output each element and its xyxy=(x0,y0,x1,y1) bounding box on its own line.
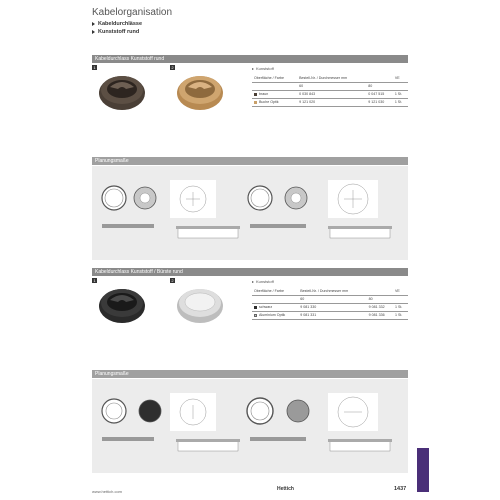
arrow-right-icon xyxy=(252,68,254,70)
section-bar-kunststoff-rund: Kabeldurchlass Kunststoff rund xyxy=(92,55,408,63)
color-swatch xyxy=(254,306,257,309)
planning-drawings-1 xyxy=(92,166,408,260)
section-bar-kunststoff-buerste: Kabeldurchlass Kunststoff / Bürste rund xyxy=(92,268,408,276)
material-note: Kunststoff xyxy=(252,279,274,284)
footer-url[interactable]: www.hettich.com xyxy=(92,489,123,494)
color-swatch xyxy=(254,101,257,104)
color-swatch xyxy=(254,314,257,317)
product-number: 2 xyxy=(171,278,174,283)
product-number: 1 xyxy=(93,65,96,70)
breadcrumb-1[interactable]: Kabeldurchlässe xyxy=(92,21,142,27)
brand-logo: Hettich xyxy=(277,486,294,492)
table-row: schwarz 9 081 330 9 081 332 1 St. xyxy=(252,303,408,311)
arrow-right-icon xyxy=(92,30,95,34)
product-number: 2 xyxy=(171,65,174,70)
section-bar-planungsmasse-1: Planungsmaße xyxy=(92,157,408,165)
breadcrumb-2[interactable]: Kunststoff rund xyxy=(92,29,139,35)
color-swatch xyxy=(254,93,257,96)
arrow-right-icon xyxy=(252,281,254,283)
section-bar-planungsmasse-2: Planungsmaße xyxy=(92,370,408,378)
planning-drawing-svg xyxy=(92,379,408,473)
grommet-beech-illustration xyxy=(170,65,244,115)
spec-table-1: Oberfläche / Farbe Bestell-Nr. / Durchmesser mm VE 60 80 braun 0 030 843 0 047 515 1 St. Buche Optik 9 121 020 9 121 030 1 St. xyxy=(252,74,408,107)
table-row: Aluminium Optik 9 081 331 9 081 336 1 St. xyxy=(252,311,408,319)
product-image-schwarz xyxy=(92,278,166,328)
table-row: braun 0 030 843 0 047 515 1 St. xyxy=(252,90,408,98)
grommet-brown-illustration xyxy=(92,65,166,115)
spec-table-2: Oberfläche / Farbe Bestell-Nr. / Durchmesser mm VE 60 80 schwarz 9 081 330 9 081 332 1 St. Aluminium Optik 9 081 331 9 081 336 1 St. xyxy=(252,287,408,320)
product-number: 1 xyxy=(93,278,96,283)
material-note: Kunststoff xyxy=(252,66,274,71)
table-row: Buche Optik 9 121 020 9 121 030 1 St. xyxy=(252,98,408,106)
grommet-black-illustration xyxy=(92,278,166,328)
product-image-aluminium xyxy=(170,278,244,328)
product-image-braun xyxy=(92,65,166,115)
page-title: Kabelorganisation xyxy=(92,7,173,18)
planning-drawings-2 xyxy=(92,379,408,473)
product-image-buche xyxy=(170,65,244,115)
planning-drawing-svg xyxy=(92,166,408,260)
grommet-aluminium-illustration xyxy=(170,278,244,328)
chapter-tab xyxy=(417,448,429,492)
page-number: 1437 xyxy=(394,486,407,492)
arrow-right-icon xyxy=(92,22,95,26)
